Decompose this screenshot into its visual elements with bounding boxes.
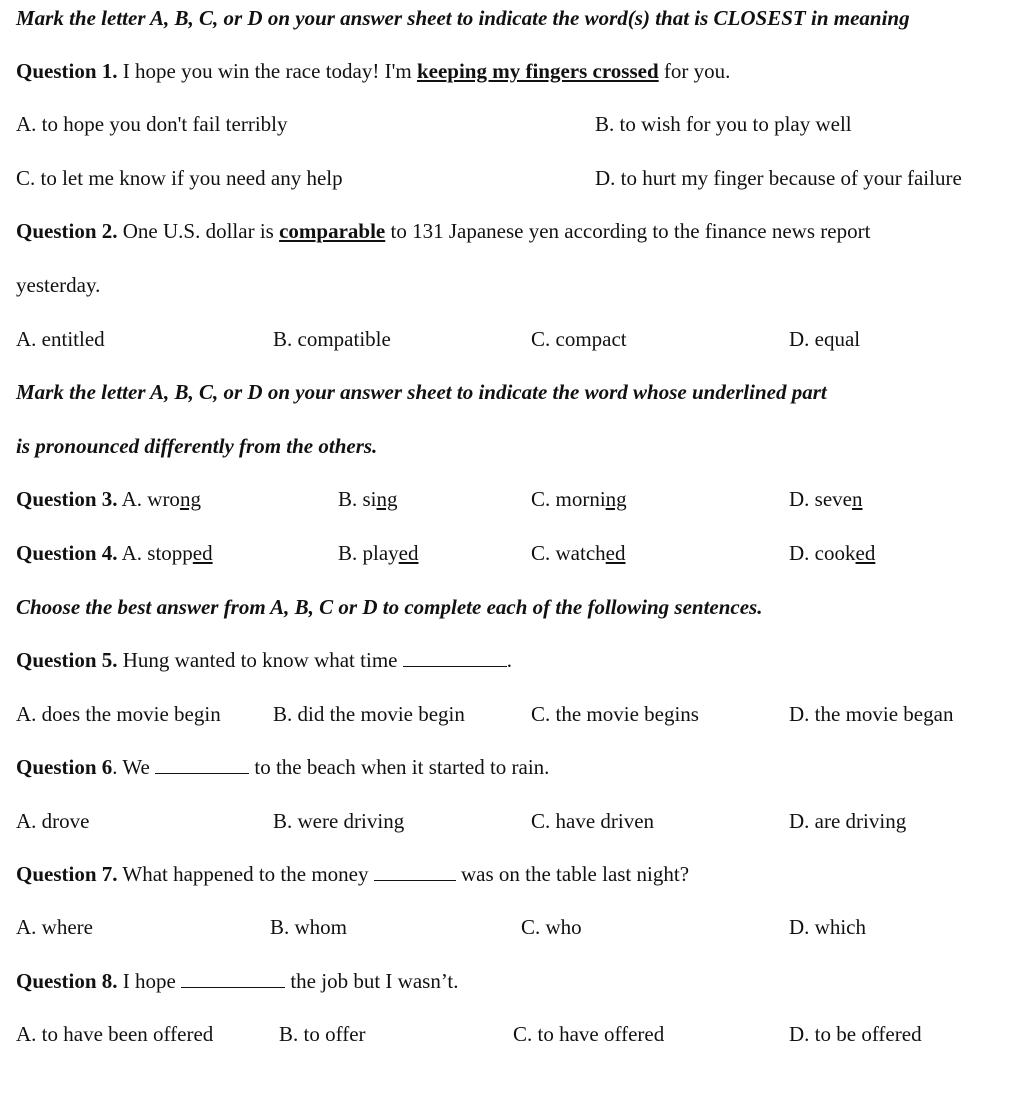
question-2-text-before: One U.S. dollar is (117, 219, 280, 243)
question-8-option-c: C. to have offered (513, 1022, 665, 1046)
question-3-option-d-prefix: D. seve (789, 487, 852, 511)
question-2-label: Question 2. (16, 219, 118, 243)
question-3-option-b-prefix: B. si (338, 487, 377, 511)
question-4-option-c (531, 538, 625, 568)
question-6-option-a: A. drove (16, 809, 90, 833)
question-4-option-a-prefix: A. stopp (117, 541, 193, 565)
question-4-row (16, 538, 213, 568)
question-1-label: Question 1. (16, 59, 118, 83)
question-3-option-b-underlined: ng (376, 487, 398, 511)
question-4-option-b-prefix: B. play (338, 541, 399, 565)
question-6-option-d: D. are driving (789, 809, 907, 833)
section-instruction-pronunciation-line2: is pronounced differently from the others. (16, 434, 378, 458)
question-1-text-before: I hope you win the race today! I'm (117, 59, 417, 83)
question-5-option-b: B. did the movie begin (273, 702, 465, 726)
question-1-stem (16, 56, 730, 86)
section-instruction-closest-meaning: Mark the letter A, B, C, or D on your answer sheet to indicate the word(s) that is CLOSEST in meaning (16, 6, 910, 30)
question-8-option-a: A. to have been offered (16, 1022, 214, 1046)
section-instruction-complete-sentences: Choose the best answer from A, B, C or D to complete each of the following sentences. (16, 595, 763, 619)
question-3-label: Question 3. (16, 487, 118, 511)
question-4-option-d-prefix: D. cook (789, 541, 856, 565)
question-8-option-b: B. to offer (279, 1022, 366, 1046)
question-1-option-c: C. to let me know if you need any help (16, 166, 343, 190)
question-4-option-d-underlined: ed (855, 541, 876, 565)
question-7-text-after: was on the table last night? (455, 862, 690, 886)
question-7-option-a: A. where (16, 915, 93, 939)
question-6-option-b: B. were driving (273, 809, 405, 833)
question-4-label: Question 4. (16, 541, 118, 565)
question-3-option-c-prefix: C. morni (531, 487, 606, 511)
question-3-option-a-prefix: A. wro (117, 487, 180, 511)
question-2-keyword: comparable (279, 219, 386, 243)
question-7-stem (16, 859, 689, 889)
question-8-option-d: D. to be offered (789, 1022, 922, 1046)
question-7-text-before: What happened to the money (117, 862, 374, 886)
question-6-option-c: C. have driven (531, 809, 655, 833)
section-instruction-pronunciation-line1: Mark the letter A, B, C, or D on your answer sheet to indicate the word whose underlined part (16, 380, 827, 404)
question-7-option-c: C. who (521, 915, 582, 939)
question-6-stem (16, 752, 549, 782)
question-2-option-c: C. compact (531, 327, 627, 351)
question-8-text-before: I hope (117, 969, 182, 993)
question-3-option-d (789, 484, 862, 514)
question-3-option-a-underlined: ng (179, 487, 201, 511)
question-7-label: Question 7. (16, 862, 118, 886)
question-8-label: Question 8. (16, 969, 118, 993)
question-6-blank (155, 755, 249, 774)
question-2-option-b: B. compatible (273, 327, 391, 351)
question-7-option-d: D. which (789, 915, 866, 939)
question-1-keyword: keeping my fingers crossed (416, 59, 659, 83)
question-5-text-after: . (506, 648, 512, 672)
question-2-stem (16, 216, 870, 246)
question-4-option-b-underlined: ed (398, 541, 419, 565)
question-5-stem (16, 645, 512, 675)
question-5-option-d: D. the movie began (789, 702, 954, 726)
question-1-option-a: A. to hope you don't fail terribly (16, 112, 288, 136)
question-2-option-a: A. entitled (16, 327, 105, 351)
question-3-option-d-underlined: n (851, 487, 863, 511)
question-1-option-d: D. to hurt my finger because of your failure (595, 166, 962, 190)
question-2-text-after: to 131 Japanese yen according to the finance news report (385, 219, 871, 243)
question-6-text-after: to the beach when it started to rain. (249, 755, 550, 779)
question-4-option-a-underlined: ed (192, 541, 213, 565)
question-3-option-c (531, 484, 627, 514)
question-5-option-c: C. the movie begins (531, 702, 699, 726)
question-8-blank (181, 969, 285, 988)
question-8-stem (16, 966, 459, 996)
question-1-option-b: B. to wish for you to play well (595, 112, 852, 136)
question-4-option-b (338, 538, 419, 568)
question-6-text-before: . We (112, 755, 156, 779)
question-8-text-after: the job but I wasn’t. (285, 969, 459, 993)
question-3-row (16, 484, 201, 514)
question-7-blank (374, 862, 456, 881)
question-6-label: Question 6 (16, 755, 113, 779)
question-5-text-before: Hung wanted to know what time (117, 648, 403, 672)
question-2-stem-continued: yesterday. (16, 273, 101, 297)
question-4-option-c-prefix: C. watch (531, 541, 606, 565)
question-7-option-b: B. whom (270, 915, 348, 939)
question-2-option-d: D. equal (789, 327, 861, 351)
question-3-option-c-underlined: ng (605, 487, 627, 511)
question-1-text-after: for you. (658, 59, 731, 83)
question-3-option-b (338, 484, 398, 514)
question-4-option-d (789, 538, 875, 568)
question-5-blank (403, 648, 507, 667)
question-4-option-c-underlined: ed (605, 541, 626, 565)
question-5-label: Question 5. (16, 648, 118, 672)
question-5-option-a: A. does the movie begin (16, 702, 221, 726)
